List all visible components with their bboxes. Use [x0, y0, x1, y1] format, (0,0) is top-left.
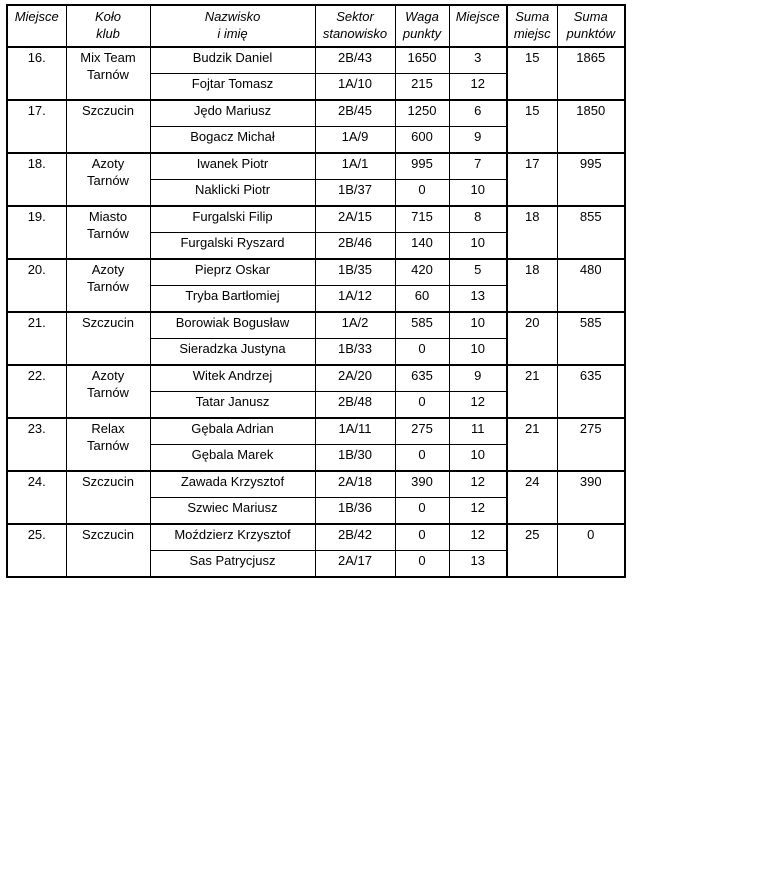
team-club: Azoty Tarnów: [66, 259, 150, 312]
header-weight: Waga punkty: [395, 5, 449, 47]
member-name: Furgalski Ryszard: [150, 233, 315, 260]
member-rank: 10: [449, 445, 507, 472]
header-sum-places: Suma miejsc: [507, 5, 557, 47]
header-place: Miejsce: [7, 5, 66, 47]
member-sector: 1A/12: [315, 286, 395, 313]
team-sum-places: 15: [507, 100, 557, 153]
table-row: [7, 259, 625, 286]
team-club: Azoty Tarnów: [66, 365, 150, 418]
member-weight: 275: [395, 418, 449, 445]
member-weight: 635: [395, 365, 449, 392]
member-name: Moździerz Krzysztof: [150, 524, 315, 551]
member-rank: 10: [449, 180, 507, 207]
member-rank: 13: [449, 551, 507, 578]
team-place: 18.: [7, 153, 66, 206]
team-place: 20.: [7, 259, 66, 312]
member-sector: 2A/17: [315, 551, 395, 578]
member-sector: 1B/30: [315, 445, 395, 472]
results-table: [6, 4, 626, 578]
member-rank: 7: [449, 153, 507, 180]
member-name: Jędo Mariusz: [150, 100, 315, 127]
team-sum-points: 995: [557, 153, 625, 206]
member-weight: 420: [395, 259, 449, 286]
member-sector: 1A/1: [315, 153, 395, 180]
member-rank: 3: [449, 47, 507, 74]
team-club: Miasto Tarnów: [66, 206, 150, 259]
team-place: 21.: [7, 312, 66, 365]
team-sum-points: 585: [557, 312, 625, 365]
team-sum-points: 1865: [557, 47, 625, 100]
member-name: Szwiec Mariusz: [150, 498, 315, 525]
member-rank: 8: [449, 206, 507, 233]
member-weight: 1650: [395, 47, 449, 74]
header-rank: Miejsce: [449, 5, 507, 47]
table-row: [7, 312, 625, 339]
member-sector: 1B/35: [315, 259, 395, 286]
member-rank: 13: [449, 286, 507, 313]
table-row: [7, 100, 625, 127]
team-sum-places: 18: [507, 259, 557, 312]
team-place: 23.: [7, 418, 66, 471]
member-weight: 0: [395, 339, 449, 366]
member-sector: 1B/36: [315, 498, 395, 525]
team-club: Relax Tarnów: [66, 418, 150, 471]
member-sector: 1B/37: [315, 180, 395, 207]
member-name: Sieradzka Justyna: [150, 339, 315, 366]
member-name: Zawada Krzysztof: [150, 471, 315, 498]
member-sector: 2B/48: [315, 392, 395, 419]
table-row: [7, 524, 625, 551]
member-name: Iwanek Piotr: [150, 153, 315, 180]
member-name: Furgalski Filip: [150, 206, 315, 233]
team-sum-places: 24: [507, 471, 557, 524]
team-club: Mix Team Tarnów: [66, 47, 150, 100]
team-sum-points: 0: [557, 524, 625, 577]
member-name: Pieprz Oskar: [150, 259, 315, 286]
team-club: Szczucin: [66, 312, 150, 365]
team-sum-points: 480: [557, 259, 625, 312]
member-name: Borowiak Bogusław: [150, 312, 315, 339]
member-sector: 2B/46: [315, 233, 395, 260]
member-sector: 1A/2: [315, 312, 395, 339]
member-weight: 140: [395, 233, 449, 260]
table-body: [7, 47, 625, 577]
team-sum-points: 1850: [557, 100, 625, 153]
member-rank: 12: [449, 74, 507, 101]
member-rank: 12: [449, 392, 507, 419]
member-rank: 9: [449, 127, 507, 154]
member-sector: 1B/33: [315, 339, 395, 366]
member-name: Tatar Janusz: [150, 392, 315, 419]
team-sum-places: 17: [507, 153, 557, 206]
member-sector: 2B/42: [315, 524, 395, 551]
team-sum-places: 15: [507, 47, 557, 100]
table-row: [7, 365, 625, 392]
member-weight: 585: [395, 312, 449, 339]
member-rank: 12: [449, 498, 507, 525]
team-sum-places: 25: [507, 524, 557, 577]
team-club: Szczucin: [66, 100, 150, 153]
table-row: [7, 47, 625, 74]
member-name: Sas Patrycjusz: [150, 551, 315, 578]
header-name: Nazwisko i imię: [150, 5, 315, 47]
member-weight: 0: [395, 498, 449, 525]
member-weight: 1250: [395, 100, 449, 127]
member-weight: 215: [395, 74, 449, 101]
header-sum-points: Suma punktów: [557, 5, 625, 47]
member-rank: 12: [449, 471, 507, 498]
member-sector: 2A/18: [315, 471, 395, 498]
team-place: 17.: [7, 100, 66, 153]
member-sector: 1A/11: [315, 418, 395, 445]
member-rank: 10: [449, 339, 507, 366]
member-rank: 11: [449, 418, 507, 445]
table-row: [7, 418, 625, 445]
member-rank: 10: [449, 233, 507, 260]
member-rank: 6: [449, 100, 507, 127]
member-weight: 0: [395, 551, 449, 578]
team-sum-points: 635: [557, 365, 625, 418]
team-sum-points: 390: [557, 471, 625, 524]
table-row: [7, 153, 625, 180]
header-sector: Sektor stanowisko: [315, 5, 395, 47]
member-name: Gębala Adrian: [150, 418, 315, 445]
team-sum-places: 21: [507, 418, 557, 471]
team-sum-places: 21: [507, 365, 557, 418]
member-weight: 0: [395, 392, 449, 419]
team-club: Szczucin: [66, 471, 150, 524]
team-club: Azoty Tarnów: [66, 153, 150, 206]
team-place: 22.: [7, 365, 66, 418]
member-name: Tryba Bartłomiej: [150, 286, 315, 313]
member-rank: 5: [449, 259, 507, 286]
member-weight: 0: [395, 445, 449, 472]
member-sector: 2A/20: [315, 365, 395, 392]
table-row: [7, 206, 625, 233]
member-name: Budzik Daniel: [150, 47, 315, 74]
team-place: 25.: [7, 524, 66, 577]
team-sum-points: 855: [557, 206, 625, 259]
member-name: Gębala Marek: [150, 445, 315, 472]
team-place: 24.: [7, 471, 66, 524]
member-sector: 2A/15: [315, 206, 395, 233]
member-sector: 1A/9: [315, 127, 395, 154]
member-sector: 1A/10: [315, 74, 395, 101]
member-weight: 715: [395, 206, 449, 233]
member-weight: 60: [395, 286, 449, 313]
table-header: [7, 5, 625, 47]
team-place: 19.: [7, 206, 66, 259]
member-name: Witek Andrzej: [150, 365, 315, 392]
member-weight: 0: [395, 524, 449, 551]
member-rank: 10: [449, 312, 507, 339]
member-weight: 390: [395, 471, 449, 498]
member-name: Naklicki Piotr: [150, 180, 315, 207]
member-name: Fojtar Tomasz: [150, 74, 315, 101]
member-weight: 995: [395, 153, 449, 180]
member-weight: 600: [395, 127, 449, 154]
header-club: Koło klub: [66, 5, 150, 47]
member-rank: 9: [449, 365, 507, 392]
team-sum-points: 275: [557, 418, 625, 471]
team-sum-places: 20: [507, 312, 557, 365]
table-row: [7, 471, 625, 498]
team-sum-places: 18: [507, 206, 557, 259]
header-row: [7, 5, 625, 47]
member-name: Bogacz Michał: [150, 127, 315, 154]
member-rank: 12: [449, 524, 507, 551]
team-place: 16.: [7, 47, 66, 100]
member-weight: 0: [395, 180, 449, 207]
team-club: Szczucin: [66, 524, 150, 577]
member-sector: 2B/43: [315, 47, 395, 74]
member-sector: 2B/45: [315, 100, 395, 127]
